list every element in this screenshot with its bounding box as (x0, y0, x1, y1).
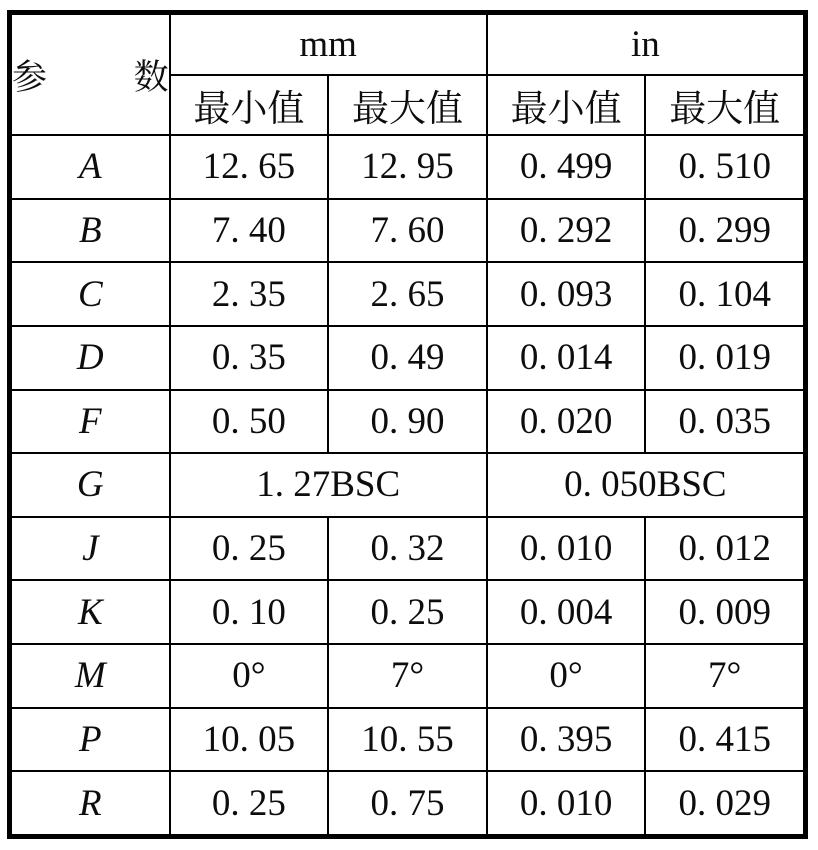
mm-max-cell: 12. 95 (328, 135, 487, 199)
mm-max-cell: 7. 60 (328, 199, 487, 263)
in-max-cell: 0. 009 (645, 580, 804, 644)
in-min-cell: 0. 010 (487, 771, 646, 835)
in-max-cell: 0. 299 (645, 199, 804, 263)
table-row-D (11, 326, 804, 390)
table-row-M (11, 644, 804, 708)
in-min-cell: 0. 004 (487, 580, 646, 644)
mm-min-cell: 2. 35 (170, 262, 329, 326)
in-min-cell: 0° (487, 644, 646, 708)
mm-bsc-cell: 1. 27BSC (170, 453, 487, 517)
param-cell: A (11, 135, 170, 199)
table-row-F (11, 390, 804, 454)
table-row-B (11, 199, 804, 263)
mm-min-header: 最小值 (170, 75, 329, 135)
mm-max-cell: 7° (328, 644, 487, 708)
in-max-cell: 0. 019 (645, 326, 804, 390)
in-min-header: 最小值 (487, 75, 646, 135)
in-min-cell: 0. 499 (487, 135, 646, 199)
in-min-cell: 0. 292 (487, 199, 646, 263)
table-row-A (11, 135, 804, 199)
mm-min-cell: 0. 10 (170, 580, 329, 644)
param-header-char-2: 数 (133, 57, 169, 97)
mm-min-cell: 0. 50 (170, 390, 329, 454)
unit-header-mm: mm (170, 14, 487, 75)
in-max-cell: 0. 104 (645, 262, 804, 326)
mm-min-cell: 0. 25 (170, 771, 329, 835)
in-max-cell: 0. 029 (645, 771, 804, 835)
table-row-J (11, 517, 804, 581)
in-min-cell: 0. 014 (487, 326, 646, 390)
param-cell: D (11, 326, 170, 390)
param-cell: C (11, 262, 170, 326)
mm-max-cell: 10. 55 (328, 708, 487, 772)
mm-max-cell: 0. 90 (328, 390, 487, 454)
param-header-cell (11, 14, 170, 135)
param-cell: B (11, 199, 170, 263)
param-cell: K (11, 580, 170, 644)
param-header-label (12, 50, 169, 100)
table-row-R (11, 771, 804, 835)
param-cell: J (11, 517, 170, 581)
param-cell: P (11, 708, 170, 772)
param-header-char-1: 参 (12, 57, 48, 97)
in-max-cell: 0. 035 (645, 390, 804, 454)
table-row-C (11, 262, 804, 326)
in-max-cell: 0. 415 (645, 708, 804, 772)
unit-header-in: in (487, 14, 804, 75)
in-min-cell: 0. 093 (487, 262, 646, 326)
in-max-cell: 0. 012 (645, 517, 804, 581)
header-row-units (11, 14, 804, 75)
in-min-cell: 0. 010 (487, 517, 646, 581)
mm-max-header: 最大值 (328, 75, 487, 135)
param-cell: F (11, 390, 170, 454)
mm-min-cell: 10. 05 (170, 708, 329, 772)
mm-min-cell: 12. 65 (170, 135, 329, 199)
in-max-cell: 7° (645, 644, 804, 708)
in-max-cell: 0. 510 (645, 135, 804, 199)
mm-max-cell: 0. 49 (328, 326, 487, 390)
param-cell: R (11, 771, 170, 835)
spec-table (7, 10, 808, 839)
in-min-cell: 0. 020 (487, 390, 646, 454)
table-row-P (11, 708, 804, 772)
in-min-cell: 0. 395 (487, 708, 646, 772)
param-cell: M (11, 644, 170, 708)
mm-max-cell: 0. 25 (328, 580, 487, 644)
mm-max-cell: 0. 75 (328, 771, 487, 835)
mm-min-cell: 0. 25 (170, 517, 329, 581)
mm-min-cell: 7. 40 (170, 199, 329, 263)
mm-min-cell: 0. 35 (170, 326, 329, 390)
in-bsc-cell: 0. 050BSC (487, 453, 804, 517)
mm-max-cell: 0. 32 (328, 517, 487, 581)
table-row-K (11, 580, 804, 644)
in-max-header: 最大值 (645, 75, 804, 135)
param-cell: G (11, 453, 170, 517)
mm-max-cell: 2. 65 (328, 262, 487, 326)
table-row-G (11, 453, 804, 517)
mm-min-cell: 0° (170, 644, 329, 708)
parameter-spec-table (10, 13, 805, 836)
